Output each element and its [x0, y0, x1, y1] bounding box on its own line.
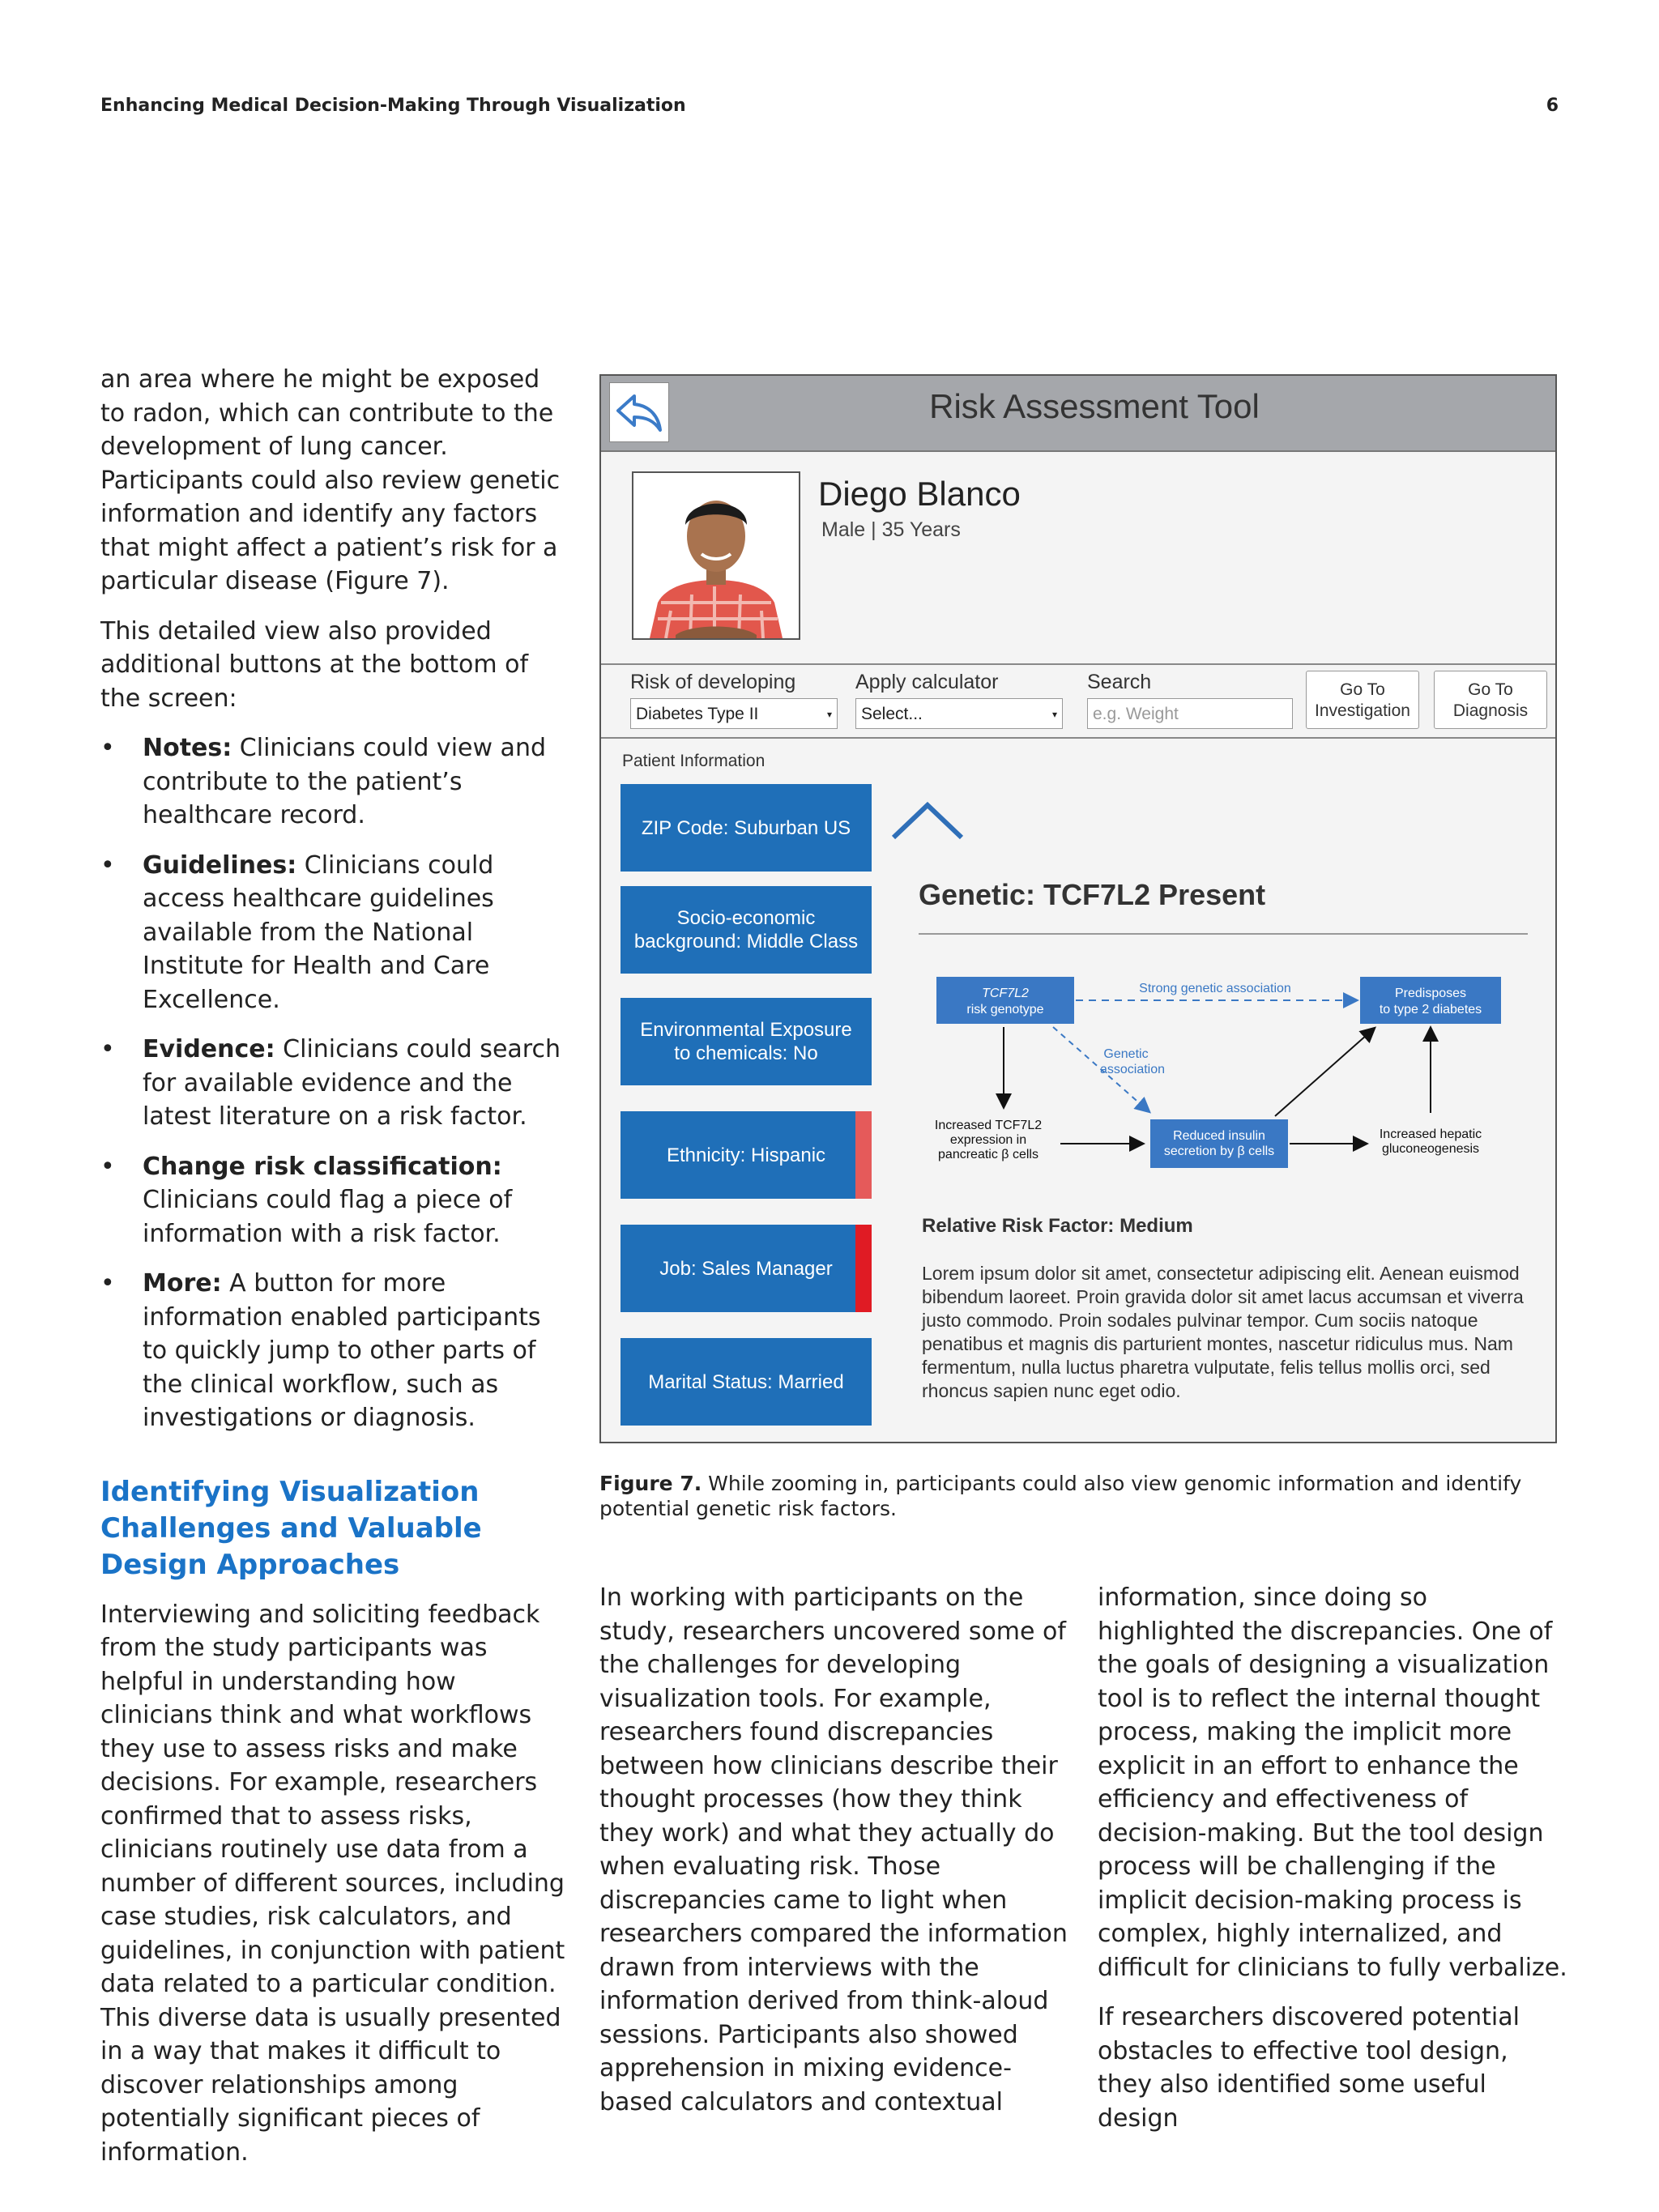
dropdown-arrow-icon: ▾ — [1051, 709, 1057, 720]
paragraph: an area where he might be exposed to radon, which can contribute to the development of lung cancer. Participants could also review genetic information and identify any factors that might affect a patient’s risk for a particular disease (Figure 7). — [100, 365, 561, 595]
paragraph: This detailed view also provided additional buttons at the bottom of the screen: — [100, 616, 529, 713]
calculator-label: Apply calculator — [855, 671, 999, 693]
section-heading: Identifying Visualization Challenges and Valuable Design Approaches — [100, 1475, 482, 1581]
bullet-text: Clinicians could search for available evidence and the latest literature on a risk factor. — [143, 1035, 561, 1131]
list-item — [100, 1267, 570, 1435]
increased-expression-line3: pancreatic β cells — [938, 1148, 1038, 1161]
list-item — [100, 731, 570, 833]
left-column — [100, 363, 570, 2185]
bullet-text: Clinicians could view and contribute to the patient’s healthcare record. — [143, 734, 546, 829]
patient-demographics: Male | 35 Years — [821, 518, 961, 541]
search-input[interactable]: e.g. Weight — [1087, 698, 1293, 729]
list-item — [100, 1150, 570, 1251]
caption-label: Figure 7. — [599, 1472, 702, 1495]
predisposes-node-line1: Predisposes — [1394, 987, 1467, 1000]
patient-information-label: Patient Information — [622, 752, 766, 770]
bullet-term: More: — [143, 1269, 222, 1298]
tile-label: Ethnicity: Hispanic — [666, 1144, 826, 1166]
patient-info-tile[interactable] — [621, 998, 872, 1085]
tile-label: Environmental Exposure to chemicals: No — [640, 1019, 852, 1064]
risk-select-value: Diabetes Type II — [636, 705, 759, 723]
calculator-select-value: Select... — [861, 705, 923, 723]
collapse-chevron-icon[interactable] — [889, 797, 966, 842]
tile-label: Socio-economic background: Middle Class — [633, 907, 859, 953]
hepatic-line2: gluconeogenesis — [1381, 1142, 1480, 1156]
tile-label: Marital Status: Married — [648, 1370, 844, 1393]
list-item — [100, 1033, 570, 1134]
bullet-term: Change risk classification: — [143, 1152, 502, 1181]
patient-name: Diego Blanco — [818, 475, 1021, 513]
tool-header-bar — [601, 376, 1555, 452]
genotype-node-line1: TCF7L2 — [982, 987, 1029, 1000]
predisposes-node-line2: to type 2 diabetes — [1379, 1003, 1482, 1016]
paragraph: If researchers discovered potential obstacles to effective tool design, they also identified some useful design — [1098, 2003, 1520, 2133]
patient-avatar-icon — [633, 473, 799, 638]
figure-risk-assessment-tool — [599, 374, 1557, 1443]
patient-info-tile[interactable] — [621, 1225, 872, 1312]
reduced-insulin-node — [1150, 1119, 1288, 1168]
go-to-investigation-button[interactable]: Go To Investigation — [1306, 671, 1419, 729]
hepatic-line1: Increased hepatic — [1379, 1127, 1482, 1141]
genetic-association-label-2: association — [1099, 1063, 1166, 1076]
bullet-text: Clinicians could flag a piece of information with a risk factor. — [143, 1186, 513, 1248]
risk-description: Lorem ipsum dolor sit amet, consectetur adipiscing elit. Aenean euismod bibendum laoreet. Proin gravida dolor sit amet lacus accumsan et viverra justo commodo. Proin sodales pulvinar tempor. Cum sociis natoque penatibus et magnis dis parturient montes, nascetur ridiculus mus. Nam fermentum, nulla luctus pharetra vulputate, felis tellus mollis orci, sed rhoncus sapien nunc eget odio. — [922, 1263, 1524, 1401]
paragraph: Interviewing and soliciting feedback from the study participants was helpful in understanding how clinicians think and what workflows they use to assess risks and make decisions. For example, researchers confirmed that to assess risks, clinicians routinely use data from a number of different sources, including case studies, risk calculators, and guidelines, in conjunction with patient data related to a particular condition. This diverse data is usually presented in a way that makes it difficult to discover relationships among potentially significant pieces of information. — [100, 1600, 565, 2167]
arrow — [1275, 1029, 1374, 1116]
strong-association-label: Strong genetic association — [1139, 982, 1291, 995]
reduced-insulin-line1: Reduced insulin — [1173, 1129, 1265, 1143]
risk-label: Risk of developing — [630, 671, 796, 693]
bullet-term: Guidelines: — [143, 850, 297, 880]
middle-column — [599, 1581, 1069, 2135]
bullet-list — [100, 731, 570, 1435]
right-column — [1098, 1581, 1567, 2151]
patient-info-tile[interactable] — [621, 1338, 872, 1426]
increased-expression-line1: Increased TCF7L2 — [934, 1119, 1043, 1132]
dropdown-arrow-icon: ▾ — [826, 709, 832, 720]
calculator-select[interactable] — [855, 698, 1063, 729]
risk-flag — [855, 1111, 872, 1199]
risk-flag — [855, 1225, 872, 1312]
paragraph: In working with participants on the study, researchers uncovered some of the challenges for developing visualization tools. For example, researchers found discrepancies between how clinicians describe their thought processes (how they think they work) and what they actually do when evaluating risk. Those discrepancies came to light when researchers compared the information drawn from interviews with the information derived from think-aloud sessions. Participants also showed apprehension in mixing evidence-based calculators and contextual — [599, 1583, 1068, 2116]
bullet-text: Clinicians could access healthcare guidelines available from the National Institute for Health and Care Excellence. — [143, 850, 494, 1014]
go-to-diagnosis-button[interactable]: Go To Diagnosis — [1434, 671, 1547, 729]
tile-label: ZIP Code: Suburban US — [641, 816, 851, 839]
increased-expression-line2: expression in — [949, 1133, 1027, 1147]
bullet-text: A button for more information enabled participants to quickly jump to other parts of the clinical workflow, such as investigations or diagnosis. — [143, 1269, 541, 1432]
genotype-node — [936, 977, 1074, 1024]
genotype-node-line2: risk genotype — [966, 1003, 1044, 1016]
tool-title: Risk Assessment Tool — [929, 387, 1260, 425]
divider — [601, 663, 1555, 665]
divider — [919, 933, 1528, 935]
tile-label: Job: Sales Manager — [659, 1257, 833, 1280]
figure-caption — [599, 1471, 1557, 1521]
reduced-insulin-line2: secretion by β cells — [1163, 1144, 1275, 1158]
risk-select[interactable] — [630, 698, 838, 729]
predisposes-node — [1360, 977, 1501, 1024]
paragraph: information, since doing so highlighted the discrepancies. One of the goals of designing a visualization tool is to reflect the internal thought process, making the implicit more explicit in an effort to enhance the efficiency and effectiveness of decision-making. But the tool design process will be challenging if the implicit decision-making process is complex, highly internalized, and difficult for clinicians to fully verbalize. — [1098, 1583, 1567, 1982]
bullet-term: Evidence: — [143, 1035, 275, 1063]
patient-photo — [632, 471, 800, 640]
search-label: Search — [1087, 671, 1152, 693]
patient-info-tile[interactable] — [621, 886, 872, 974]
running-header: Enhancing Medical Decision-Making Through Visualization — [100, 96, 686, 116]
patient-info-tile[interactable] — [621, 1111, 872, 1199]
patient-info-tile[interactable] — [621, 784, 872, 872]
relative-risk-label: Relative Risk Factor: Medium — [922, 1215, 1193, 1237]
page-number: 6 — [1546, 96, 1559, 116]
genetic-title: Genetic: TCF7L2 Present — [919, 878, 1266, 911]
divider — [601, 737, 1555, 739]
caption-text: While zooming in, participants could also view genomic information and identify potential genetic risk factors. — [599, 1472, 1522, 1520]
genetic-pathway-diagram — [919, 967, 1534, 1202]
genetic-association-label-1: Genetic — [1103, 1047, 1149, 1061]
bullet-term: Notes: — [143, 734, 232, 762]
list-item — [100, 849, 570, 1017]
